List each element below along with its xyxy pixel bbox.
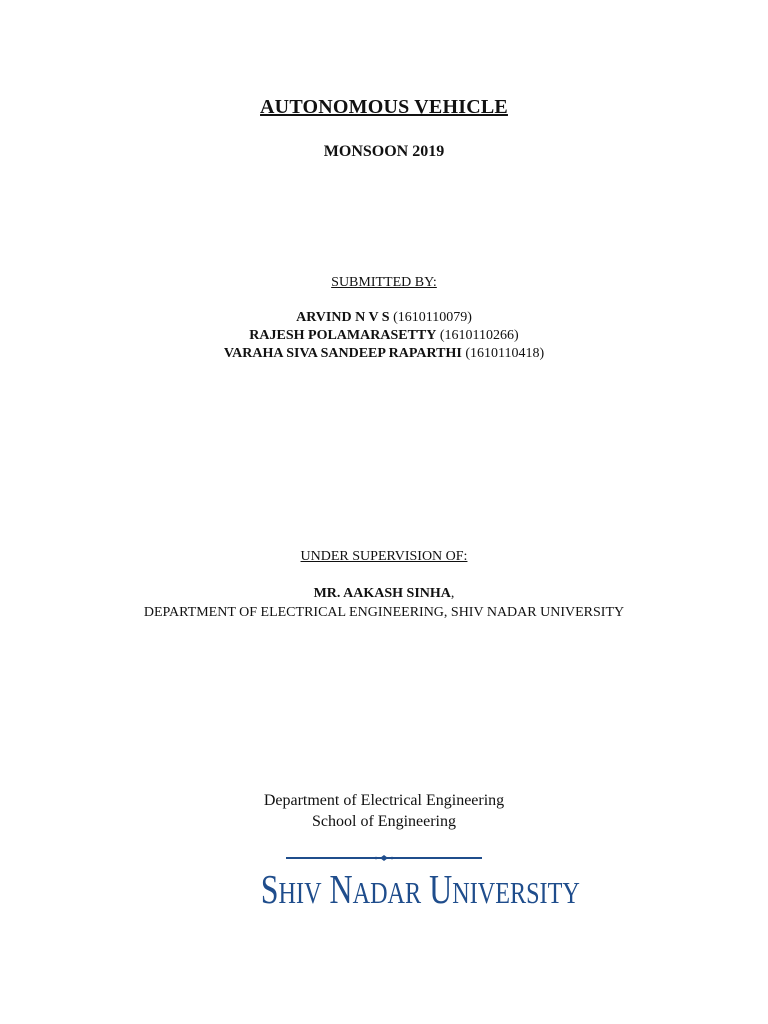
supervisor-suffix: , (450, 586, 455, 601)
team-member-name: ARVIND N V S (296, 310, 390, 325)
department-name: Department of Electrical Engineering (263, 792, 505, 809)
team-member-id: (1610110079) (393, 310, 472, 325)
team-member (0, 328, 768, 344)
team-member-id: (1610110266) (439, 328, 519, 343)
document-title: AUTONOMOUS VEHICLE (260, 96, 508, 118)
team-member-name: VARAHA SIVA SANDEEP RAPARTHI (223, 346, 462, 361)
supervisor-name: MR. AAKASH SINHA (313, 586, 451, 601)
supervisor-department: DEPARTMENT OF ELECTRICAL ENGINEERING, SHIV NADAR UNIVERSITY (143, 605, 625, 620)
supervisor-line (0, 586, 768, 602)
team-member (0, 346, 768, 362)
team-member-id: (1610110418) (465, 346, 545, 361)
team-member (0, 310, 768, 326)
document-subtitle: MONSOON 2019 (323, 143, 445, 160)
logo-wordmark: SHIV NADAR UNIVERSITY (260, 866, 580, 912)
school-name: School of Engineering (312, 813, 456, 830)
submitted-by-heading: SUBMITTED BY: (331, 275, 437, 290)
supervision-heading: UNDER SUPERVISION OF: (300, 549, 468, 564)
team-member-name: RAJESH POLAMARASETTY (249, 328, 437, 343)
logo-ornament (286, 855, 482, 861)
university-logo (226, 852, 580, 916)
